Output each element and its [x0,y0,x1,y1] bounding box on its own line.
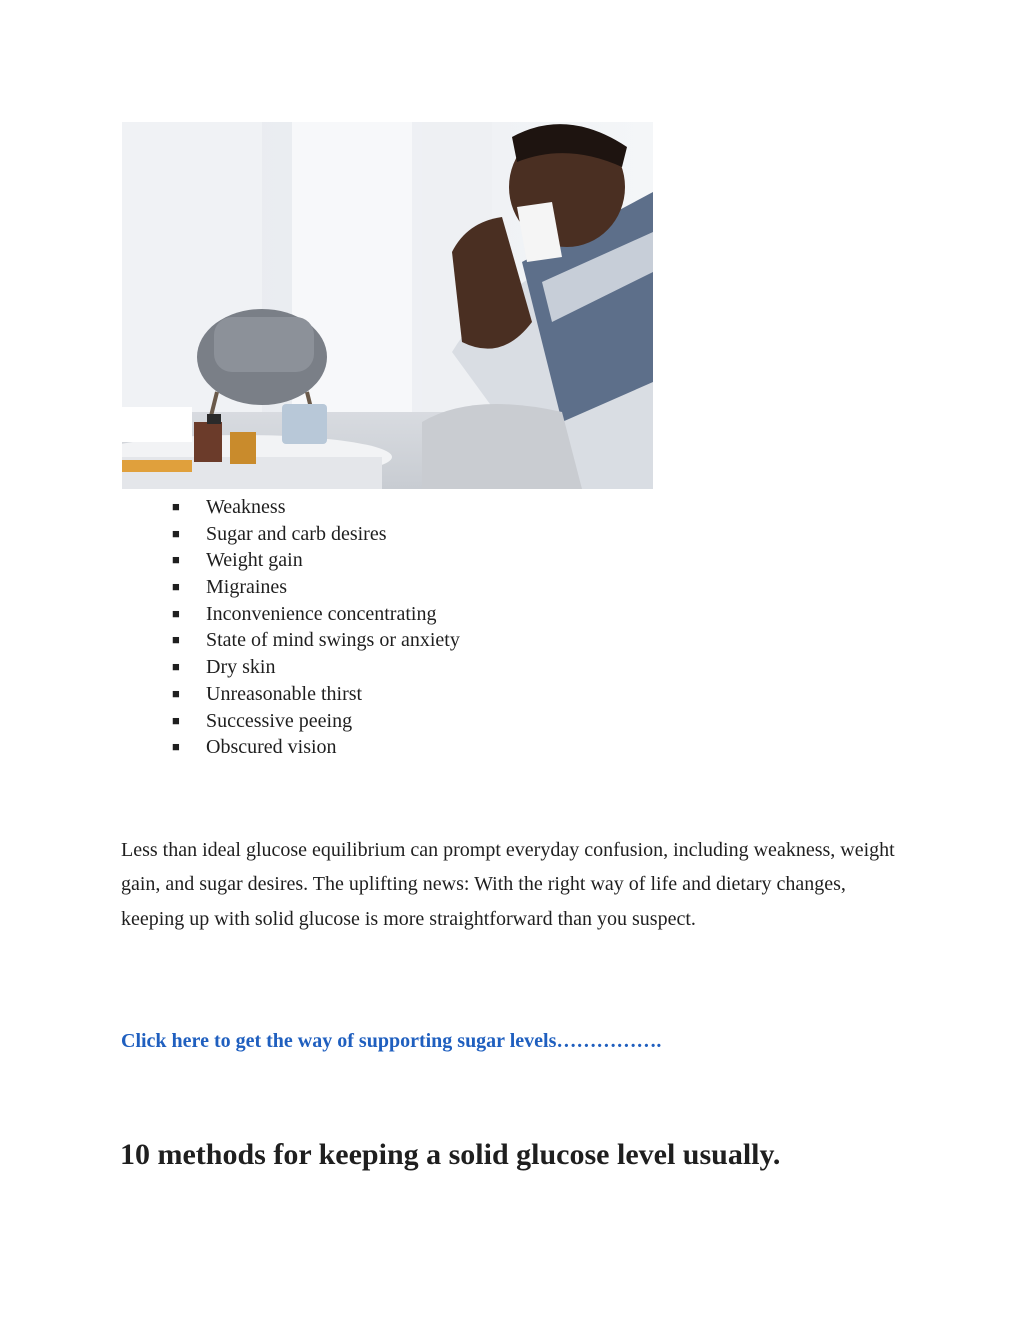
symptom-label: Unreasonable thirst [206,682,363,705]
square-bullet-icon: ■ [172,552,180,568]
symptom-label: Successive peeing [206,709,353,732]
square-bullet-icon: ■ [172,525,180,541]
list-item [168,708,460,735]
list-item [168,494,460,521]
sick-man-photo [122,122,653,489]
symptom-list [168,494,460,761]
list-item [168,574,460,601]
body-paragraph: Less than ideal glucose equilibrium can prompt everyday confusion, including weakness, weight gain, and sugar desires. The uplifting news: With the right way of life and dietary changes, keeping up with solid glucose is more straightforward than you suspect. [121,839,895,930]
list-item [168,734,460,761]
list-item [168,601,460,628]
symptom-label: Dry skin [206,656,276,679]
support-sugar-levels-link[interactable]: Click here to get the way of supporting sugar levels……………. [121,1030,662,1052]
list-item [168,547,460,574]
square-bullet-icon: ■ [172,579,180,595]
square-bullet-icon: ■ [172,685,180,701]
symptom-label: State of mind swings or anxiety [206,629,460,652]
section-heading: 10 methods for keeping a solid glucose level usually. [120,1138,781,1171]
symptom-label: Weight gain [206,549,303,572]
square-bullet-icon: ■ [172,659,180,675]
list-item [168,681,460,708]
square-bullet-icon: ■ [172,499,180,514]
symptom-label: Weakness [206,496,286,518]
sick-man-with-tissue-icon [122,122,653,489]
list-item [168,627,460,654]
symptom-label: Inconvenience concentrating [206,602,437,625]
square-bullet-icon: ■ [172,739,180,755]
symptom-label: Migraines [206,576,288,599]
square-bullet-icon: ■ [172,605,180,621]
list-item [168,521,460,548]
list-item [168,654,460,681]
square-bullet-icon: ■ [172,632,180,648]
square-bullet-icon: ■ [172,712,180,728]
symptom-label: Sugar and carb desires [206,522,387,545]
symptom-label: Obscured vision [206,736,337,759]
